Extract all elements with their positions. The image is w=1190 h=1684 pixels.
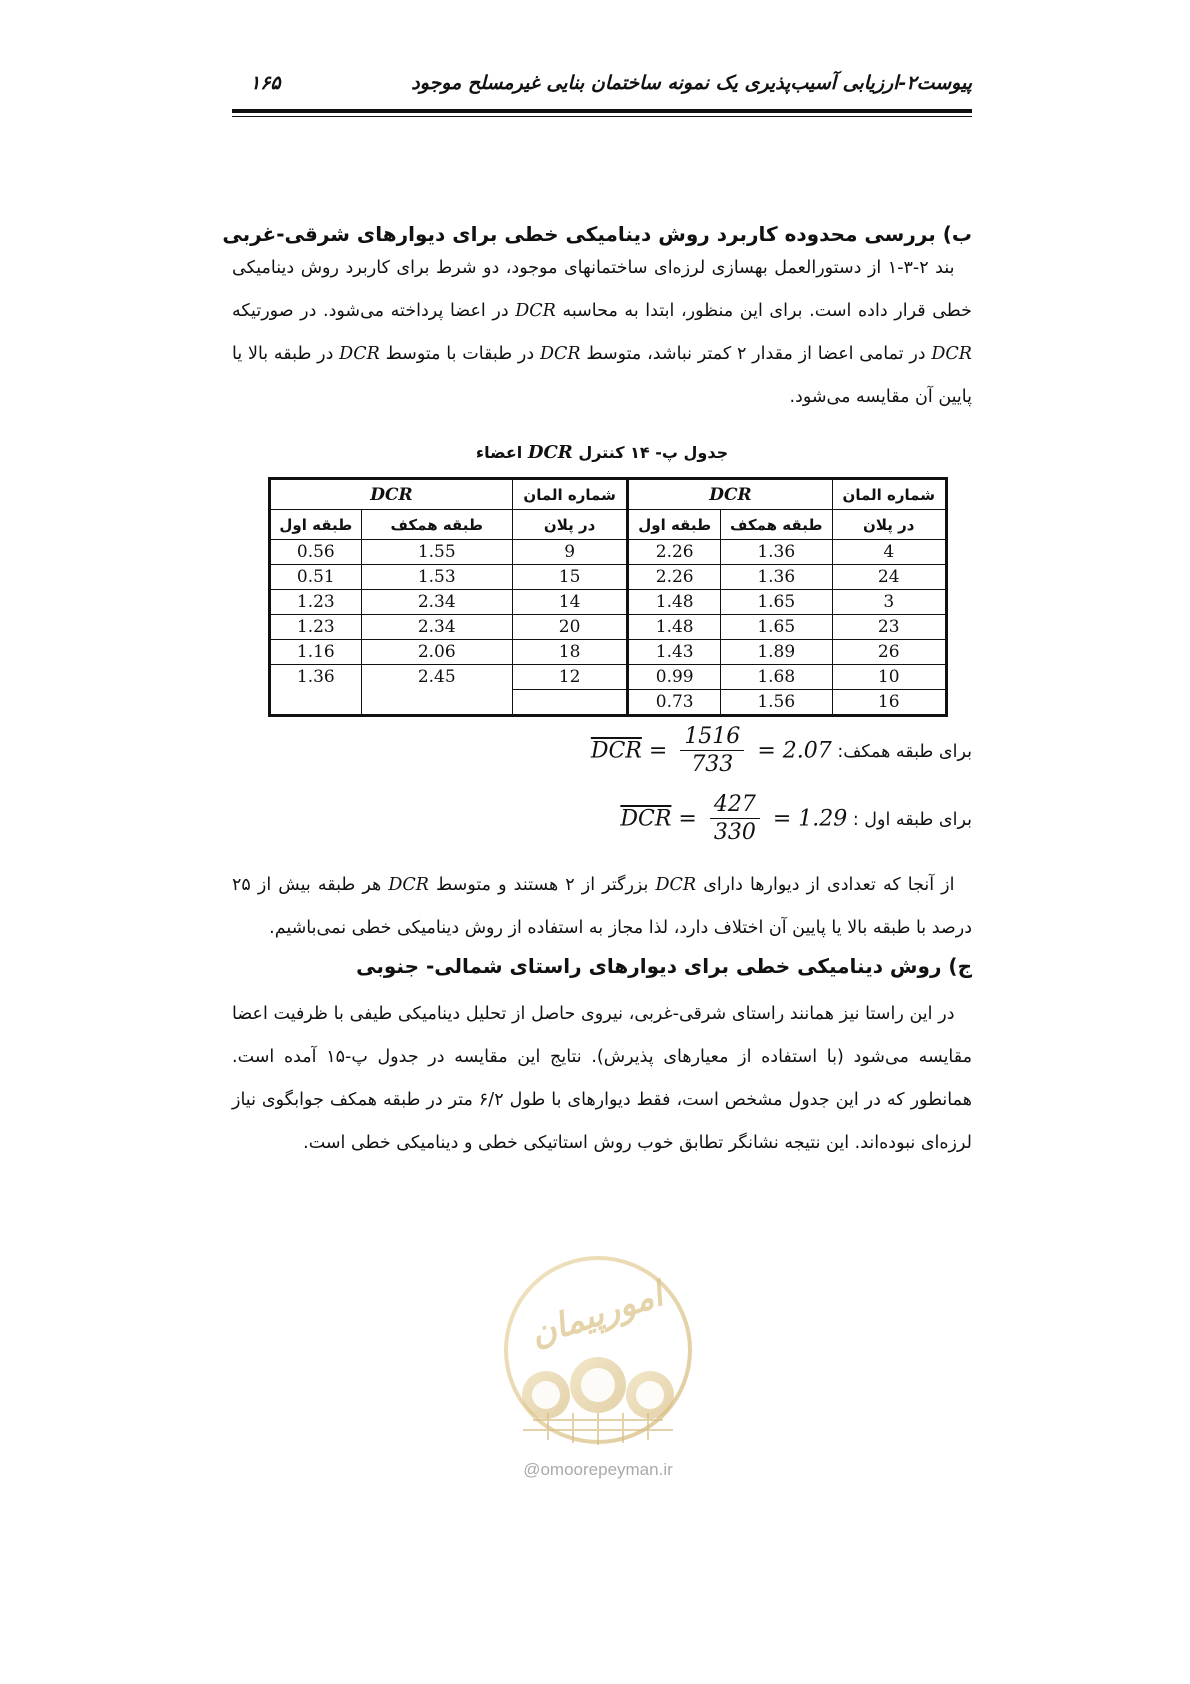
- header-first-left: طبقه اول: [270, 510, 362, 540]
- cell-element: [512, 690, 628, 716]
- section-b-paragraph: [232, 247, 972, 419]
- header-rule-thin: [232, 116, 972, 117]
- header-ground-left: طبقه همکف: [361, 510, 512, 540]
- header-title: پیوست۲-ارزیابی آسیب‌پذیری یک نمونه ساختمان بنایی غیرمسلح موجود: [411, 72, 972, 94]
- header-element-sub-right: در پلان: [832, 510, 947, 540]
- fraction-numerator: 1516: [680, 724, 744, 751]
- cell-ground: 1.89: [720, 640, 832, 665]
- formula-result: 1.29: [798, 806, 848, 832]
- watermark-logo: [488, 1245, 708, 1455]
- table-row: [270, 615, 947, 640]
- cell-element: 4: [832, 540, 947, 565]
- cell-ground: [361, 690, 512, 716]
- header-dcr-left: DCR: [270, 479, 513, 510]
- dcr-term: DCR: [655, 875, 697, 895]
- cell-element: 20: [512, 615, 628, 640]
- section-b-text-5: در طبقه بالا یا پایین آن مقایسه می‌شود.: [232, 344, 972, 407]
- dcr-term: DCR: [388, 875, 429, 895]
- cell-first: 0.99: [628, 665, 721, 690]
- cell-ground: 2.34: [361, 615, 512, 640]
- cell-ground: 1.56: [720, 690, 832, 716]
- fraction-denominator: 733: [691, 752, 734, 777]
- fraction: [710, 792, 760, 847]
- cell-first: 0.51: [270, 565, 362, 590]
- cell-element: 12: [512, 665, 628, 690]
- cell-first: 1.43: [628, 640, 721, 665]
- formula-result: 2.07: [782, 738, 832, 764]
- dcr-term: DCR: [515, 301, 556, 321]
- dcr-term: DCR: [539, 344, 581, 364]
- formula-first-label: برای طبقه اول :: [852, 809, 972, 830]
- conclusion-text-2: بزرگتر از ۲ هستند و متوسط: [436, 875, 649, 895]
- cell-element: 14: [512, 590, 628, 615]
- header-element-left: شماره المان: [512, 479, 628, 510]
- dcr-mean-symbol: $\overline{DCR}$: [620, 806, 672, 832]
- dcr-table-wrapper: [268, 477, 948, 717]
- section-b-heading: ب) بررسی محدوده کاربرد روش دینامیکی خطی برای دیوارهای شرقی-غربی: [222, 222, 972, 246]
- watermark-logo-text: امورپیمان: [525, 1274, 668, 1355]
- dcr-term: DCR: [339, 344, 380, 364]
- cell-ground: 1.65: [720, 590, 832, 615]
- cell-element: 23: [832, 615, 947, 640]
- cell-first: 0.56: [270, 540, 362, 565]
- cell-first: [270, 690, 362, 716]
- formula-ground-floor: [591, 724, 972, 779]
- table-row: [270, 565, 947, 590]
- table-row: [270, 690, 947, 716]
- fraction-denominator: 330: [713, 820, 756, 845]
- page-number: ۱۶۵: [250, 72, 281, 94]
- table-row: [270, 665, 947, 690]
- cell-ground: 1.55: [361, 540, 512, 565]
- cell-ground: 1.68: [720, 665, 832, 690]
- cell-ground: 1.53: [361, 565, 512, 590]
- dcr-table: [268, 477, 948, 717]
- cell-element: 9: [512, 540, 628, 565]
- conclusion-paragraph: [232, 864, 972, 950]
- cell-first: 1.48: [628, 615, 721, 640]
- dcr-term: DCR: [931, 344, 972, 364]
- cell-ground: 1.36: [720, 540, 832, 565]
- header-dcr-right: DCR: [628, 479, 832, 510]
- header-ground-right: طبقه همکف: [720, 510, 832, 540]
- cell-first: 1.16: [270, 640, 362, 665]
- section-c-text: در این راستا نیز همانند راستای شرقی-غربی، نیروی حاصل از تحلیل دینامیکی طیفی با ظرفیت اعضا مقایسه می‌شود (با استفاده از معیارهای پذیرش). نتایج این مقایسه در جدول پ-۱۵ آمده است. همانطور که در این جدول مشخص است، فقط دیوارهای با طول ۶/۲ متر در طبقه همکف جوابگوی نیاز لرزه‌ای نبوده‌اند. این نتیجه نشانگر تطابق خوب روش استاتیکی خطی و دینامیکی خطی است.: [232, 1004, 972, 1153]
- section-c-paragraph: [232, 993, 972, 1165]
- cell-element: 24: [832, 565, 947, 590]
- section-c-heading: ج) روش دینامیکی خطی برای دیوارهای راستای شمالی- جنوبی: [356, 954, 972, 978]
- table-row: [270, 590, 947, 615]
- cell-element: 18: [512, 640, 628, 665]
- cell-first: 1.36: [270, 665, 362, 690]
- caption-dcr: DCR: [527, 442, 573, 463]
- cell-ground: 2.34: [361, 590, 512, 615]
- conclusion-text-3: هر طبقه بیش از ۲۵ درصد با طبقه بالا یا پایین آن اختلاف دارد، لذا مجاز به استفاده از روش دینامیکی خطی نمی‌باشیم.: [232, 875, 972, 938]
- formula-first-floor: [620, 792, 972, 847]
- header-first-right: طبقه اول: [628, 510, 721, 540]
- section-b-text-3: در تمامی اعضا از مقدار ۲ کمتر نباشد، متوسط: [586, 344, 926, 364]
- cell-element: 26: [832, 640, 947, 665]
- cell-first: 1.23: [270, 590, 362, 615]
- caption-post: اعضاء: [475, 443, 523, 462]
- header-element-right: شماره المان: [832, 479, 947, 510]
- cell-first: 1.23: [270, 615, 362, 640]
- cell-first: 2.26: [628, 540, 721, 565]
- cell-ground: 1.36: [720, 565, 832, 590]
- cell-element: 15: [512, 565, 628, 590]
- dcr-mean-symbol: $\overline{DCR}$: [590, 738, 642, 764]
- caption-pre: جدول پ- ۱۴ کنترل: [578, 443, 729, 462]
- cell-element: 3: [832, 590, 947, 615]
- section-b-text-1: بند ۲-۳-۱ از دستورالعمل بهسازی لرزه‌ای ساختمانهای موجود، دو شرط برای کاربرد روش دینامیکی خطی قرار داده است. برای این منظور، ابتدا به محاسبه: [232, 258, 972, 321]
- table-row: [270, 640, 947, 665]
- cell-first: 0.73: [628, 690, 721, 716]
- table-row: [270, 540, 947, 565]
- cell-ground: 2.45: [361, 665, 512, 690]
- section-b-text-2: در اعضا پرداخته می‌شود. در صورتیکه: [232, 301, 509, 321]
- watermark-site: @omoorepeyman.ir: [523, 1460, 673, 1479]
- cell-first: 1.48: [628, 590, 721, 615]
- fraction-numerator: 427: [710, 792, 760, 819]
- fraction: [680, 724, 744, 779]
- cell-ground: 2.06: [361, 640, 512, 665]
- conclusion-text-1: از آنجا که تعدادی از دیوارها دارای: [703, 875, 955, 895]
- header-rule-thick: [232, 109, 972, 113]
- header-element-sub-left: در پلان: [512, 510, 628, 540]
- cell-first: 2.26: [628, 565, 721, 590]
- formula-ground-label: برای طبقه همکف:: [837, 741, 972, 762]
- section-b-text-4: در طبقات با متوسط: [385, 344, 535, 364]
- cell-element: 10: [832, 665, 947, 690]
- table-caption: [232, 442, 972, 463]
- formula-first-math: $\overline{DCR}$ = $\frac{427}{330}$ = 1.29: [620, 792, 848, 845]
- cell-element: 16: [832, 690, 947, 716]
- cell-ground: 1.65: [720, 615, 832, 640]
- formula-ground-math: $\overline{DCR}$ = $\frac{1516}{733}$ = 2.07: [590, 724, 832, 777]
